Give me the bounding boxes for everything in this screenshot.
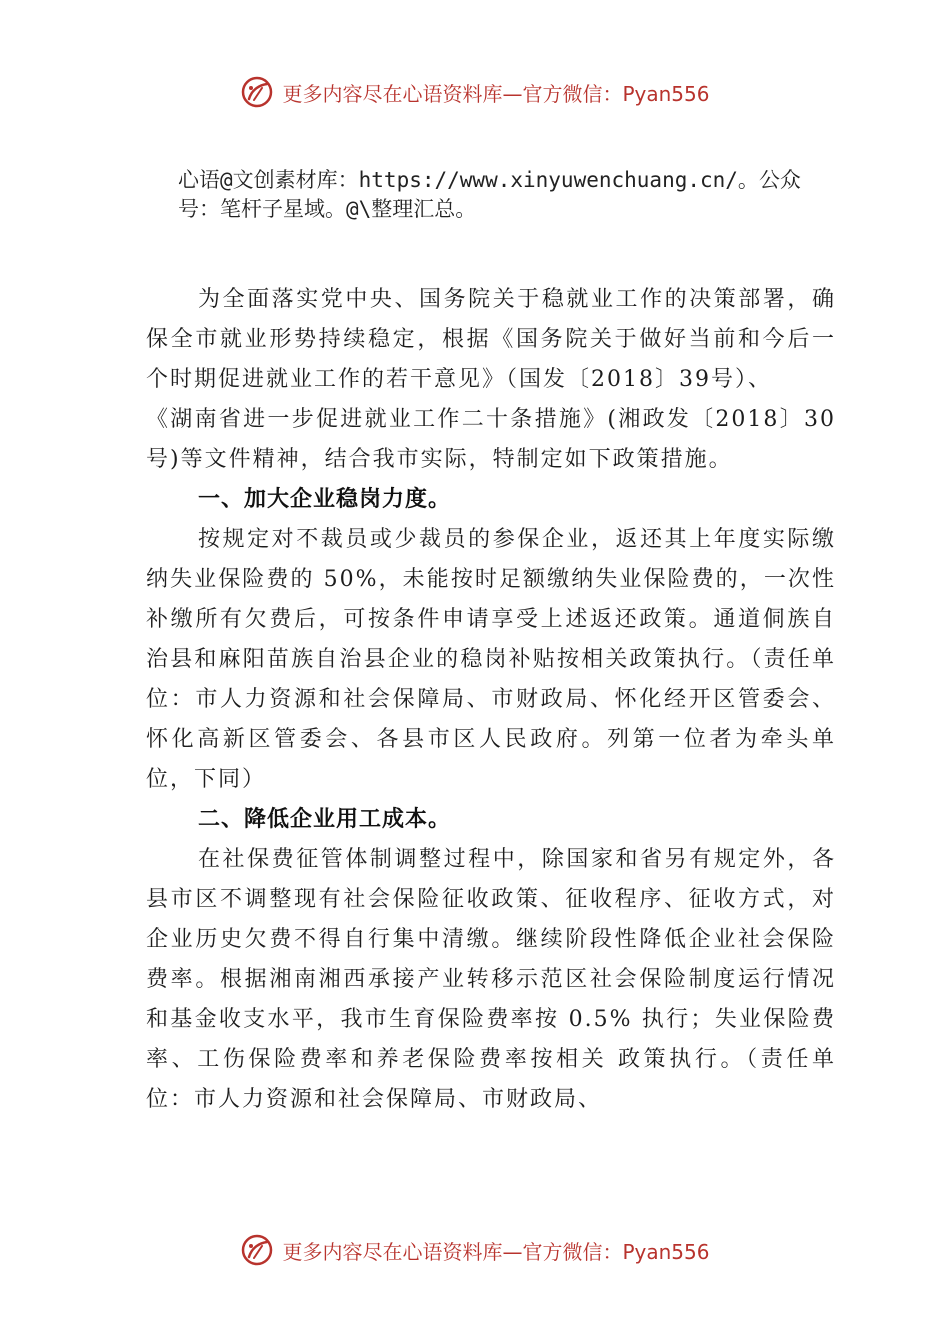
- document-body: [146, 280, 836, 1120]
- section-2-heading: 二、降低企业用工成本。: [198, 807, 452, 832]
- brand-logo-icon: [240, 75, 274, 109]
- source-note: 心语@文创素材库：https://www.xinyuwenchuang.cn/。公众号：笔杆子星域。@\整理汇总。: [178, 168, 801, 221]
- banner-text: 更多内容尽在心语资料库—官方微信：Pyan556: [282, 81, 710, 106]
- banner-text-bottom: 更多内容尽在心语资料库—官方微信：Pyan556: [282, 1239, 710, 1264]
- section-1-heading: 一、加大企业稳岗力度。: [198, 487, 452, 512]
- banner-inner: [240, 75, 709, 109]
- intro-continuation: 《湖南省进一步促进就业工作二十条措施》(湘政发〔2018〕30号)等文件精神，结合我市实际，特制定如下政策措施。: [146, 407, 836, 472]
- brand-logo-icon: [240, 1233, 274, 1267]
- header-banner: [0, 72, 950, 112]
- banner-inner-bottom: [240, 1233, 709, 1267]
- intro-paragraph: 为全面落实党中央、国务院关于稳就业工作的决策部署，确保全市就业形势持续稳定，根据《国务院关于做好当前和今后一个时期促进就业工作的若干意见》（国发〔2018〕39号）、: [146, 287, 836, 392]
- section-2-body: 在社保费征管体制调整过程中，除国家和省另有规定外，各县市区不调整现有社会保险征收政策、征收程序、征收方式，对企业历史欠费不得自行集中清缴。继续阶段性降低企业社会保险费率。根据湘南湘西承接产业转移示范区社会保险制度运行情况和基金收支水平，我市生育保险费率按 0.5% 执行；失业保险费率、工伤保险费率和养老保险费率按相关 政策执行。（责任单位：市人力资源和社会保障局、市财政局、: [146, 847, 836, 1112]
- footer-banner: [0, 1230, 950, 1270]
- section-1-body: 按规定对不裁员或少裁员的参保企业，返还其上年度实际缴纳失业保险费的 50%，未能按时足额缴纳失业保险费的，一次性补缴所有欠费后，可按条件申请享受上述返还政策。通道侗族自治县和麻阳苗族自治县企业的稳岗补贴按相关政策执行。（责任单位：市人力资源和社会保障局、市财政局、怀化经开区管委会、怀化高新区管委会、各县市区人民政府。列第一位者为牵头单位，下同）: [146, 527, 836, 792]
